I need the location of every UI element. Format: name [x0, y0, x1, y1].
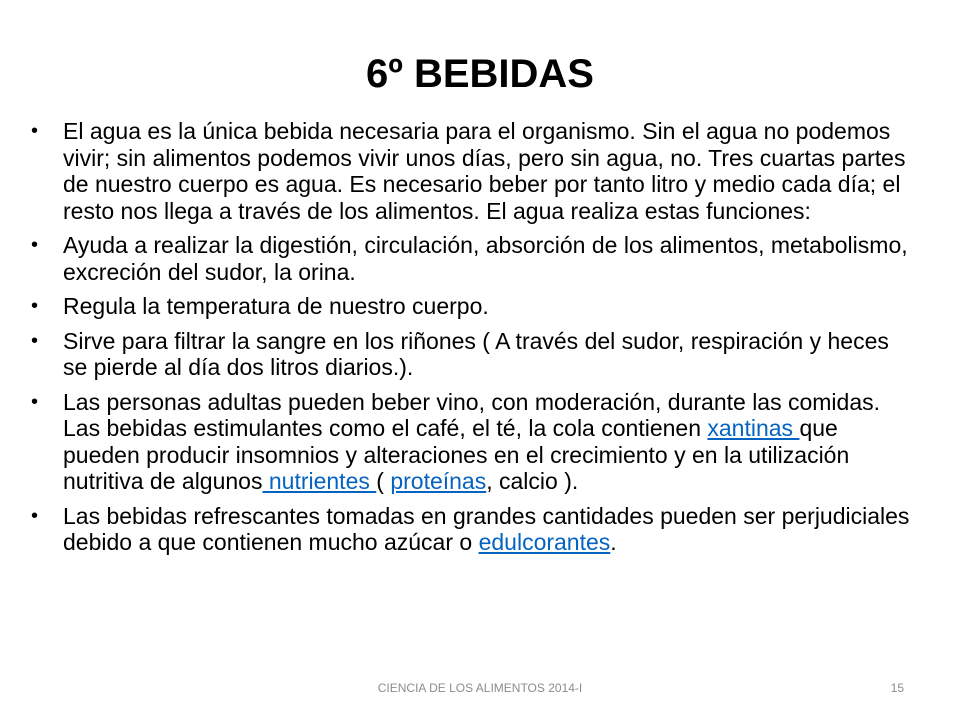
bullet-item [30, 232, 910, 285]
proteinas-link[interactable]: proteínas [390, 468, 487, 494]
bullet-text: El agua es la única bebida necesaria para el organismo. Sin el agua no podemos vivir; sin alimentos podemos vivir unos días, pero sin agua, no. Tres cuartas partes de nuestro cuerpo es agua. Es necesario beber por tanto litro y medio cada día; el resto nos llega a través de los alimentos. El agua realiza estas funciones: [63, 118, 906, 224]
bullet-dot: • [31, 295, 39, 317]
edulcorantes-link[interactable]: edulcorantes [478, 529, 611, 555]
bullet-text: , calcio ). [486, 468, 579, 494]
nutrientes-link[interactable]: nutrientes [262, 468, 377, 494]
bullet-item [30, 118, 910, 224]
bullet-dot: • [31, 120, 39, 142]
bullet-text: ( [376, 468, 391, 494]
page-number: 15 [890, 681, 904, 695]
bullet-text: Sirve para filtrar la sangre en los riñones ( A través del sudor, respiración y heces se pierde al día dos litros diarios.). [63, 327, 889, 380]
bullet-dot: • [31, 329, 39, 352]
bullet-list [30, 118, 910, 564]
bullet-dot: • [31, 390, 39, 413]
xantinas-link[interactable]: xantinas [707, 415, 800, 441]
bullet-item [30, 389, 910, 495]
bullet-text: que pueden producir insomnios y alteraciones en el crecimiento y en la utilización nutritiva de algunos [63, 415, 850, 494]
bullet-dot: • [31, 234, 39, 256]
bullet-item [30, 293, 910, 320]
footer-text: CIENCIA DE LOS ALIMENTOS 2014-I [377, 681, 583, 695]
bullet-text: Las bebidas refrescantes tomadas en grandes cantidades pueden ser perjudiciales debido a que contienen mucho azúcar o [63, 502, 910, 555]
slide-title: 6º BEBIDAS [366, 52, 594, 96]
bullet-dot: • [31, 504, 39, 527]
bullet-text: Ayuda a realizar la digestión, circulación, absorción de los alimentos, metabolismo, excreción del sudor, la orina. [63, 232, 908, 285]
bullet-text: Regula la temperatura de nuestro cuerpo. [63, 293, 489, 319]
bullet-item [30, 328, 910, 381]
bullet-text: . [610, 529, 617, 555]
bullet-item [30, 503, 910, 556]
bullet-text: Las personas adultas pueden beber vino, con moderación, durante las comidas. Las bebidas estimulantes como el café, el té, la cola contienen [63, 388, 881, 441]
